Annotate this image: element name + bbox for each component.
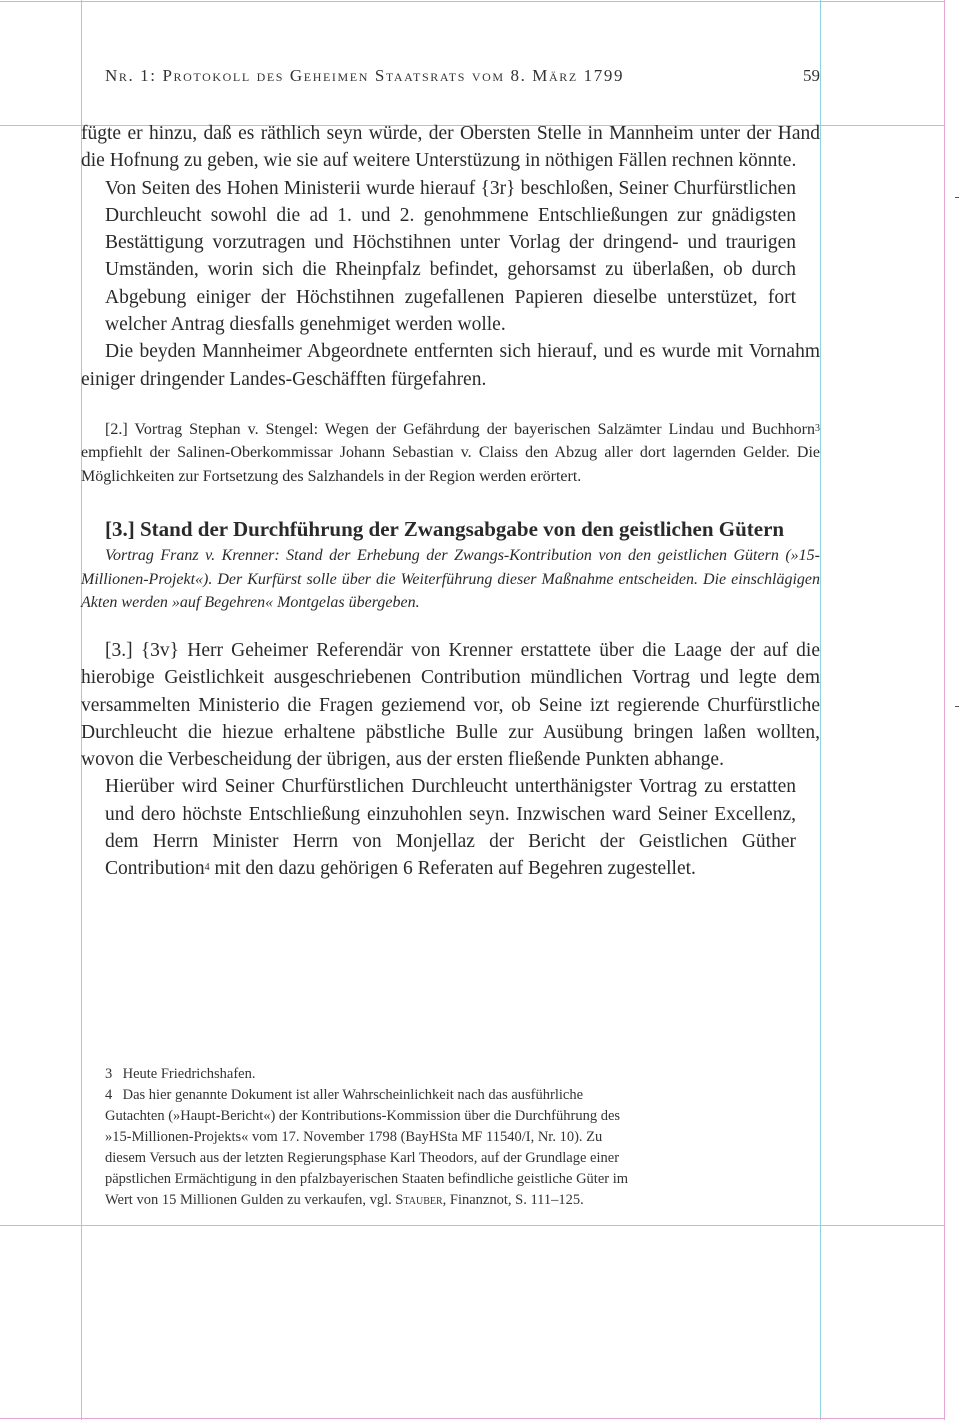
- footnote-3: [105, 1064, 645, 1085]
- paragraph-ministry-decision: Von Seiten des Hohen Ministerii wurde hierauf {3r} beschloßen, Seiner Churfürstlichen Durchleucht sowohl die ad 1. und 2. genohmmene Entschließungen zur gnädigsten Bestättigung vorzutragen und Höchstihnen unter Vorlag der dringend- und traurigen Umständen, worin sich die Rheinpfalz befindet, gehorsamst zu überlaßen, ob durch Abgebung einiger der Höchstihnen zugefallenen Papieren dieselbe unterstüzet, fort welcher Antrag diesfalls genehmiget werden wolle.: [105, 177, 796, 336]
- summary-item-2-part-a: [2.] Vortrag Stephan v. Stengel: Wegen der Gefährdung der bayerischen Salzämter Lindau und Buchhorn: [105, 420, 815, 438]
- paragraph-krenner-report: [3.] {3v} Herr Geheimer Referendär von Krenner erstattete über die Laage der auf die hierobige Geistlichkeit ausgeschriebenen Contribution mündlichen Vortrag und legte dem versammelten Ministerio die Fragen geziemend vor, ob Seine izt regierende Churfürstliche Durchleucht die hiezue erhaltene päbstliche Bulle zur Ausübung bringen laßen wollten, wovon die Verbescheidung der übrigen, aus der ersten fließende Punkten abhange.: [81, 639, 820, 771]
- footnote-3-text: Heute Friedrichshafen.: [122, 1066, 256, 1082]
- section-summary: Vortrag Franz v. Krenner: Stand der Erhebung der Zwangs-Kontribution von den geistlichen Gütern (»15-Millionen-Projekt«). Der Kurfürst solle über die Weiterführung dieser Maßnahme entscheiden. Die einschlägigen Akten werden »auf Begehren« Montgelas übergeben.: [81, 547, 820, 612]
- page-body: [81, 120, 820, 883]
- footnote-3-number: 3: [105, 1066, 113, 1082]
- paragraph-resolution-part-b: mit den dazu gehörigen 6 Referaten auf Begehren zugestellet.: [209, 858, 696, 880]
- footnote-ref-4: 4: [204, 862, 210, 874]
- footnote-4: [105, 1085, 645, 1211]
- summary-item-2-part-b: empfiehlt der Salinen-Oberkommissar Johann Sebastian v. Claiss den Abzug aller dort lagernden Gelder. Die Möglichkeiten zur Fortsetzung des Salzhandels in der Region werden erörtert.: [81, 444, 820, 485]
- crop-mark: [955, 706, 959, 707]
- crop-mark: [955, 197, 959, 198]
- footnote-4-number: 4: [105, 1087, 113, 1103]
- paragraph-resolution-part-a: Hierüber wird Seiner Churfürstlichen Durchleucht unterthänigster Vortrag zu erstatten und dero höchste Entschließung einzuhohlen seyn. Inzwischen ward Seiner Excellenz, dem Herrn Minister Herrn von Monjellaz der Bericht der Geistlichen Güther Contribution: [105, 776, 796, 880]
- trim-guide-top: [0, 1, 944, 2]
- footnote-ref-3: 3: [815, 422, 820, 434]
- running-header-title: Nr. 1: Protokoll des Geheimen Staatsrats vom 8. März 1799: [105, 66, 625, 85]
- paragraph-resolution: [105, 773, 796, 882]
- footnotes: [105, 1064, 645, 1211]
- trim-guide-right: [944, 0, 945, 1420]
- section-heading: [3.] Stand der Durchführung der Zwangsabgabe von den geistlichen Gütern: [105, 517, 785, 542]
- footnote-4-text: Das hier genannte Dokument ist aller Wahrscheinlichkeit nach das ausführliche Gutachten (»Haupt-Bericht«) der Kontributions-Kommission über die Durchführung des »15-Millionen-Projekts« vom 17. November 1798 (BayHSta MF 11540/I, Nr. 10). Zu diesem Versuch aus der letzten Regierungsphase Karl Theodors, auf der Grundlage einer päpstlichen Ermächtigung in den pfalzbayerischen Staaten befindliche geistliche Güter im Wert von 15 Millionen Gulden zu verkaufen, vgl.: [105, 1087, 629, 1208]
- margin-guide-bottom: [0, 1225, 944, 1226]
- trim-guide-bottom: [0, 1418, 944, 1419]
- page-number: 59: [803, 66, 820, 85]
- paragraph-continuation: fügte er hinzu, daß es räthlich seyn würde, der Obersten Stelle in Mannheim unter der Hand die Hofnung zu geben, wie sie auf weitere Unterstüzung in nöthigen Fällen rechnen könnte.: [81, 123, 820, 172]
- summary-item-2: [81, 418, 820, 489]
- footnote-4-author: Stauber: [395, 1192, 443, 1208]
- margin-guide-right: [820, 0, 821, 1420]
- paragraph-delegates-leave: Die beyden Mannheimer Abgeordnete entfernten sich hierauf, und es wurde mit Vornahm einiger dringender Landes-Geschäfften fürgefahren.: [81, 341, 820, 390]
- footnote-4-tail: , Finanznot, S. 111–125.: [442, 1192, 584, 1208]
- running-header: [105, 66, 820, 92]
